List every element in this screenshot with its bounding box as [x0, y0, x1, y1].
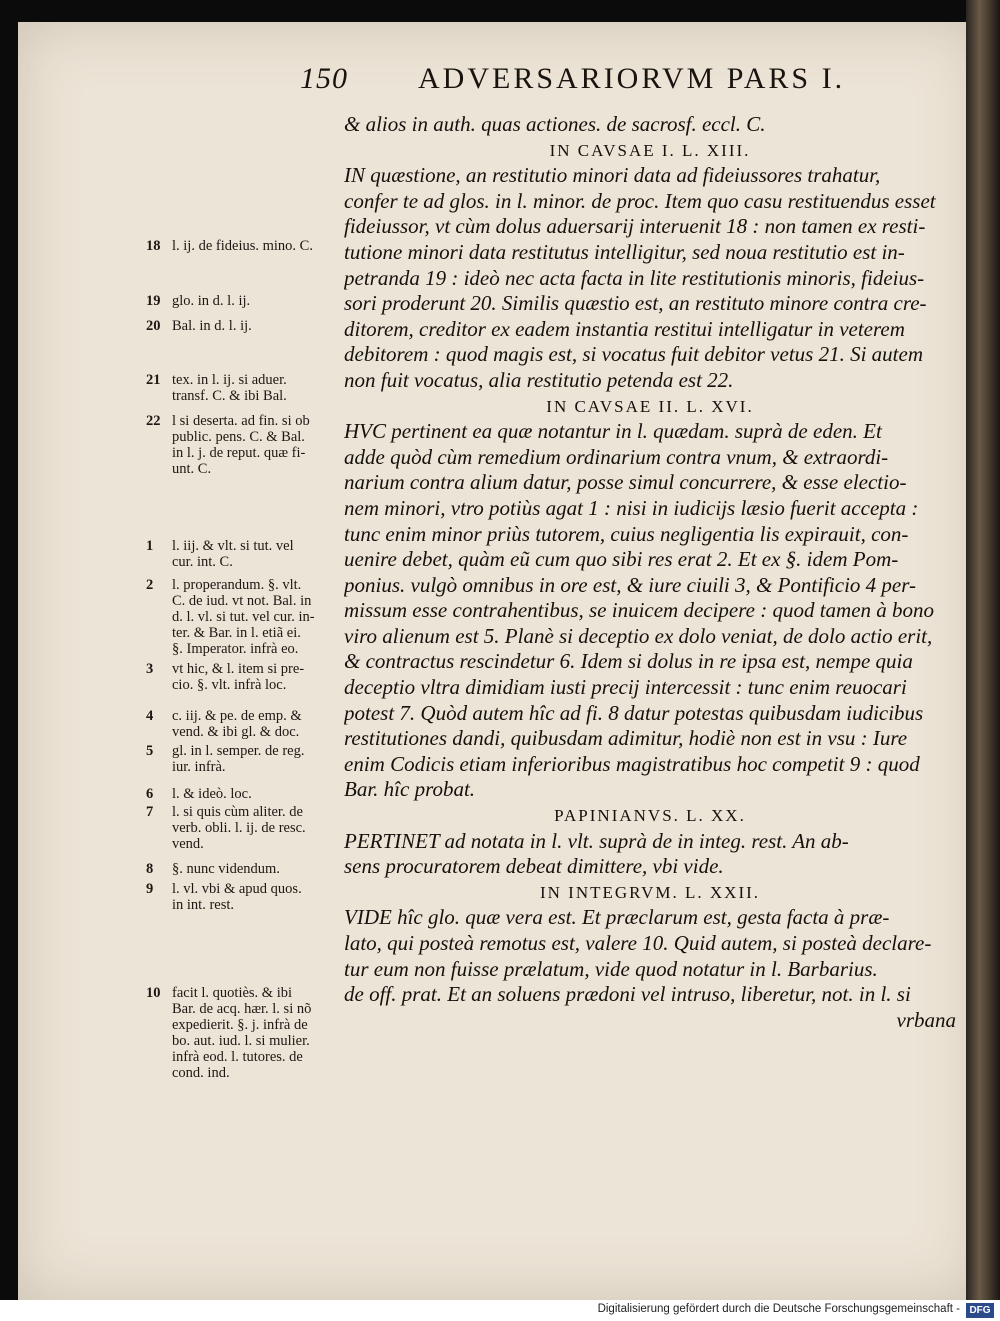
text-line: Bar. hîc probat. — [344, 777, 476, 802]
margin-note-number: 20 — [146, 318, 161, 334]
text-line: IN quæstione, an restitutio minori data ad fideiussores trahatur, — [344, 163, 881, 188]
margin-note-number: 2 — [146, 577, 154, 593]
text-line: & contractus rescindetur 6. Idem si dolus in re ipsa est, nempe quia — [344, 649, 913, 674]
text-line: ditorem, creditor ex eadem instantia restitui intelligatur in veterem — [344, 316, 905, 341]
margin-note-number: 4 — [146, 708, 154, 724]
margin-note-number: 19 — [146, 293, 161, 309]
footer-bar — [0, 1300, 1000, 1321]
book-binding — [966, 0, 1000, 1300]
text-line: sens procuratorem debeat dimittere, vbi vide. — [344, 854, 724, 879]
running-head: ADVERSARIORVM PARS I. — [418, 62, 846, 95]
text-line: adde quòd cùm remedium ordinarium contra vnum, & extraordi- — [344, 444, 889, 469]
section-heading: PAPINIANVS. L. XX. — [554, 806, 746, 826]
margin-note-text: Bal. in d. l. ij. — [172, 318, 252, 334]
text-line: sori proderunt 20. Similis quæstio est, an restituto minore contra cre- — [344, 291, 927, 316]
text-line: deceptio vltra dimidiam iusti precij intercessit : tunc enim reuocari — [344, 675, 907, 700]
text-line: ponius. vulgò omnibus in ore est, & iure ciuili 3, & Pontificio 4 per- — [344, 572, 916, 597]
text-line: restitutiones dandi, quibusdam adimitur, hodiè non est in vsu : Iure — [344, 726, 908, 751]
margin-note-text: vt hic, & l. item si pre- cio. §. vlt. infrà loc. — [172, 661, 305, 693]
text-line: narium contra alium datur, posse simul concurrere, & esse electio- — [344, 470, 907, 495]
text-line: tur eum non fuisse prælatum, vide quod notatur in l. Barbarius. — [344, 956, 878, 981]
text-line: tutione minori data restitutus intelligitur, sed noua restitutio est in- — [344, 239, 905, 264]
margin-note-text: tex. in l. ij. si aduer. transf. C. & ibi Bal. — [172, 372, 287, 404]
margin-note-text: l si deserta. ad fin. si ob public. pens. C. & Bal. in l. j. de reput. quæ fi- unt. C. — [172, 413, 310, 477]
margin-note-text: c. iij. & pe. de emp. & vend. & ibi gl. & doc. — [172, 708, 302, 740]
text-line: tunc enim minor priùs tutorem, cuius negligentia lis expirauit, con- — [344, 521, 909, 546]
text-line: potest 7. Quòd autem hîc ad fi. 8 datur potestas quibusdam iudicibus — [344, 700, 924, 725]
section-heading: IN CAVSAE I. L. XIII. — [549, 140, 751, 160]
text-line: uenire debet, quàm eũ cum quo sibi res erat 2. Et ex §. idem Pom- — [344, 547, 899, 572]
text-line: nem minori, vtro potiùs agat 1 : nisi in iudicijs læsio fuerit accepta : — [344, 495, 919, 520]
margin-note-text: l. ij. de fideius. mino. C. — [172, 238, 313, 254]
margin-note-text: §. nunc videndum. — [172, 861, 280, 877]
dfg-logo: DFG — [966, 1303, 994, 1318]
margin-note-number: 5 — [146, 743, 154, 759]
text-line: viro alienum est 5. Planè si deceptio ex dolo veniat, de dolo actio erit, — [344, 623, 933, 648]
margin-note-number: 21 — [146, 372, 161, 388]
margin-note-text: l. si quis cùm aliter. de verb. obli. l. ij. de resc. vend. — [172, 804, 306, 852]
text-line: debitorem : quod magis est, si vocatus fuit debitor vetus 21. Si autem — [344, 342, 923, 367]
text-line: confer te ad glos. in l. minor. de proc. Item quo casu restituendus esset — [344, 188, 936, 213]
catchword: vrbana — [896, 1007, 956, 1032]
section-heading: IN INTEGRVM. L. XXII. — [539, 882, 761, 902]
main-text — [344, 112, 956, 1033]
margin-note-number: 1 — [146, 538, 154, 554]
text-line: non fuit vocatus, alia restitutio petenda est 22. — [344, 367, 734, 392]
text-line: petranda 19 : ideò nec acta facta in lite restitutionis minoris, fideius- — [344, 265, 925, 290]
margin-note-text: l. vl. vbi & apud quos. in int. rest. — [172, 881, 302, 913]
margin-note-number: 7 — [146, 804, 154, 820]
text-line: HVC pertinent ea quæ notantur in l. quædam. suprà de eden. Et — [344, 419, 882, 444]
margin-note-text: gl. in l. semper. de reg. iur. infrà. — [172, 743, 305, 775]
text-line: enim Codicis etiam inferioribus magistratibus hoc competit 9 : quod — [344, 751, 920, 776]
margin-note-number: 8 — [146, 861, 154, 877]
margin-note-number: 3 — [146, 661, 154, 677]
text-line: & alios in auth. quas actiones. de sacrosf. eccl. C. — [344, 112, 766, 136]
margin-note-text: l. properandum. §. vlt. C. de iud. vt not. Bal. in d. l. vl. si tut. vel cur. in- ter. & Bar. in l. etiã ei. §. Imperator. infrà eo. — [172, 577, 315, 657]
margin-note-number: 9 — [146, 881, 154, 897]
margin-note-text: glo. in d. l. ij. — [172, 293, 251, 309]
text-line: missum esse contrahentibus, se inuicem decipere : quod tamen à bono — [344, 598, 935, 623]
page-number: 150 — [300, 62, 348, 95]
margin-note-text: l. iij. & vlt. si tut. vel cur. int. C. — [172, 538, 294, 570]
text-line: de off. prat. Et an soluens prædoni vel intruso, liberetur, not. in l. si — [344, 982, 911, 1007]
section-heading: IN CAVSAE II. L. XVI. — [546, 396, 754, 416]
text-line: lato, qui posteà remotus est, valere 10. Quid autem, si posteà declare- — [344, 931, 932, 955]
text-line: PERTINET ad notata in l. vlt. suprà de in integ. rest. An ab- — [344, 828, 849, 853]
margin-note-text: facit l. quotiès. & ibi Bar. de acq. hær. l. si nõ expedierit. §. j. infrà de bo. aut. iud. l. si mulier. infrà eod. l. tutores. de cond. ind. — [172, 985, 312, 1081]
margin-note-number: 22 — [146, 413, 161, 429]
text-line: fideiussor, vt cùm dolus aduersarij interuenit 18 : non tamen ex resti- — [344, 214, 926, 239]
footer-credit: Digitalisierung gefördert durch die Deutsche Forschungsgemeinschaft - — [597, 1303, 960, 1315]
margin-note-number: 10 — [146, 985, 161, 1001]
margin-note-number: 6 — [146, 786, 154, 802]
margin-note-text: l. & ideò. loc. — [172, 786, 252, 802]
margin-note-number: 18 — [146, 238, 161, 254]
text-line: VIDE hîc glo. quæ vera est. Et præclarum est, gesta facta à præ- — [344, 905, 890, 930]
